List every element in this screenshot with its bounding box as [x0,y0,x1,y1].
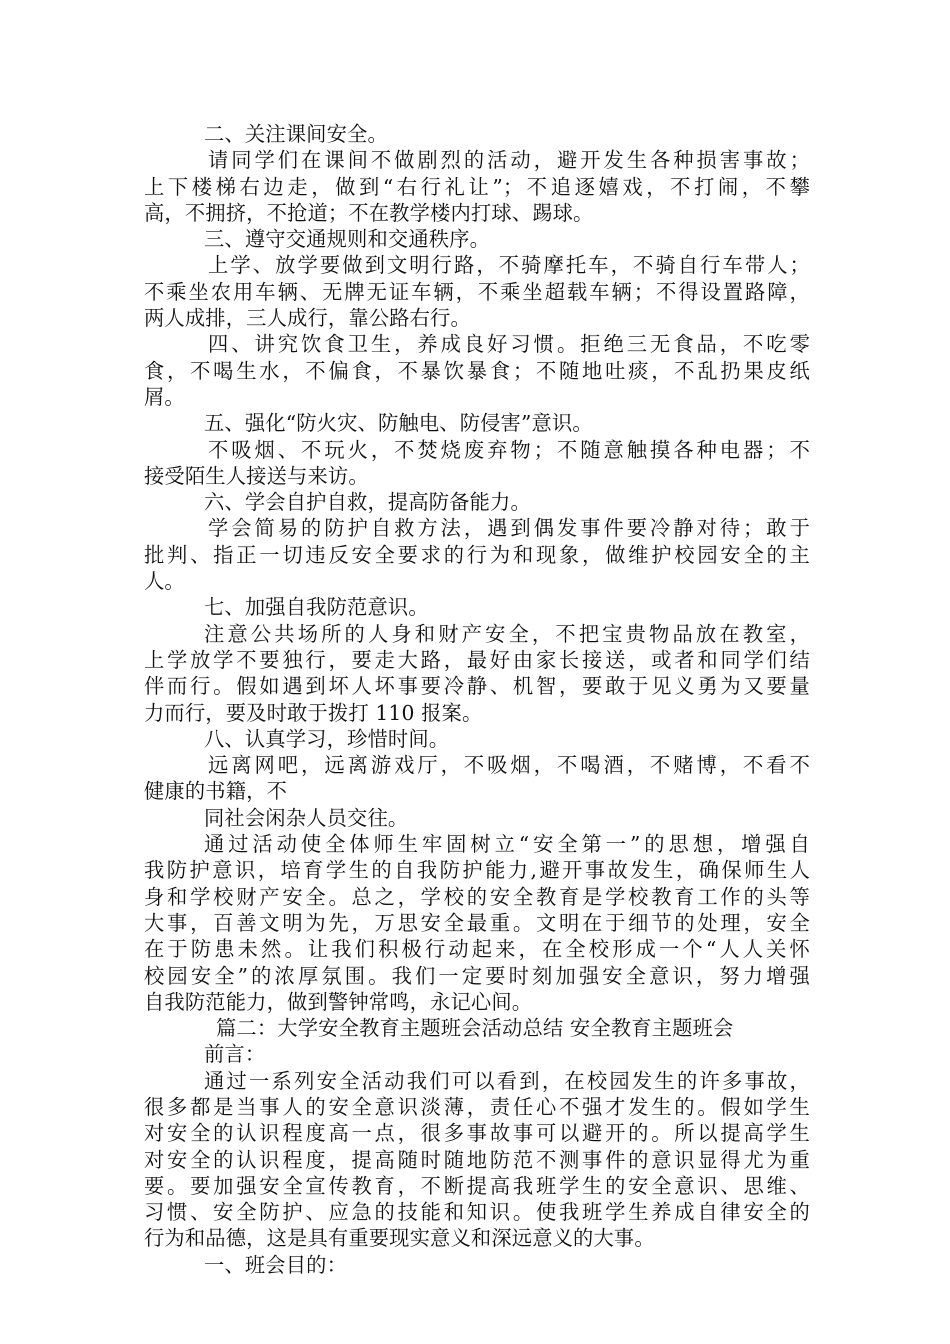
text-line: 身和学校财产安全。总之，学校的安全教育是学校教育工作的头等 [144,884,810,909]
section-heading: 二、关注课间安全。 [204,122,388,146]
text-line: 通过一系列安全活动我们可以看到，在校园发生的许多事故， [204,1068,810,1093]
section-heading: 前言： [204,1042,266,1067]
text-line: 两人成排，三人成行，靠公路右行。 [144,306,471,331]
chapter-heading: 篇二：大学安全教育主题班会活动总结 安全教育主题班会 [216,1016,734,1041]
section-heading: 四、讲究饮食卫生，养成良好习惯。拒绝三无食品，不吃零 [208,332,810,357]
text-line: 学会简易的防护自救方法，遇到偶发事件要冷静对待；敢于 [208,516,810,541]
text-line: 很多都是当事人的安全意识淡薄，责任心不强才发生的。假如学生 [144,1094,810,1119]
text-line: 要。要加强安全宣传教育，不断提高我班学生的安全意识、思维、 [144,1173,810,1198]
section-heading: 五、强化“防火灾、防触电、防侵害”意识。 [204,411,593,436]
text-line: 人。 [144,569,185,594]
section-heading: 七、加强自我防范意识。 [204,595,429,620]
text-line: 对安全的认识程度高一点，很多事故事可以避开的。所以提高学生 [144,1121,810,1146]
text-line: 力而行，要及时敢于拨打 110 报案。 [144,700,483,725]
text-line: 健康的书籍，不 [144,779,288,804]
text-line: 同社会闲杂人员交往。 [204,805,409,830]
text-line: 不乘坐农用车辆、无牌无证车辆，不乘坐超载车辆；不得设置路障， [144,279,810,304]
text-line: 注意公共场所的人身和财产安全，不把宝贵物品放在教室， [204,621,810,646]
text-line: 上学、放学要做到文明行路，不骑摩托车，不骑自行车带人； [208,253,810,278]
text-line: 我防护意识，培育学生的自我防护能力,避开事故发生，确保师生人 [144,858,810,883]
text-line: 校园安全”的浓厚氛围。我们一定要时刻加强安全意识，努力增强 [144,963,810,988]
text-line: 上学放学不要独行，要走大路，最好由家长接送，或者和同学们结 [144,647,810,672]
text-line: 远离网吧，远离游戏厅，不吸烟，不喝酒，不赌博，不看不 [208,753,810,778]
text-line: 自我防范能力，做到警钟常鸣，永记心间。 [144,989,533,1014]
text-line: 请同学们在课间不做剧烈的活动，避开发生各种损害事故； [208,148,810,173]
text-line: 食，不喝生水，不偏食，不暴饮暴食；不随地吐痰，不乱扔果皮纸 [144,358,810,383]
document-body [144,121,810,1278]
section-heading: 八、认真学习，珍惜时间。 [204,726,450,751]
section-heading: 六、学会自护自救，提高防备能力。 [204,490,531,515]
text-line: 不吸烟、不玩火，不焚烧废弃物；不随意触摸各种电器；不 [208,437,810,462]
text-line: 伴而行。假如遇到坏人坏事要冷静、机智，要敢于见义勇为又要量 [144,674,810,699]
text-line: 高，不拥挤，不抢道；不在教学楼内打球、踢球。 [144,200,594,225]
text-line: 行为和品德，这是具有重要现实意义和深远意义的大事。 [144,1226,655,1251]
section-heading: 一、班会目的： [204,1252,348,1277]
text-line: 对安全的认识程度，提高随时随地防范不测事件的意识显得尤为重 [144,1147,810,1172]
text-line: 上下楼梯右边走，做到“右行礼让”；不追逐嬉戏，不打闹，不攀 [144,174,810,199]
text-line: 接受陌生人接送与来访。 [144,463,369,488]
text-line: 大事，百善文明为先，万思安全最重。文明在于细节的处理，安全 [144,910,810,935]
section-heading: 三、遵守交通规则和交通秩序。 [204,227,491,252]
text-line: 通过活动使全体师生牢固树立“安全第一”的思想，增强自 [204,832,810,857]
text-line: 屑。 [144,384,185,409]
text-line: 在于防患未然。让我们积极行动起来，在全校形成一个“人人关怀 [144,937,810,962]
text-line: 批判、指正一切违反安全要求的行为和现象，做维护校园安全的主 [144,542,810,567]
text-line: 习惯、安全防护、应急的技能和知识。使我班学生养成自律安全的 [144,1200,810,1225]
